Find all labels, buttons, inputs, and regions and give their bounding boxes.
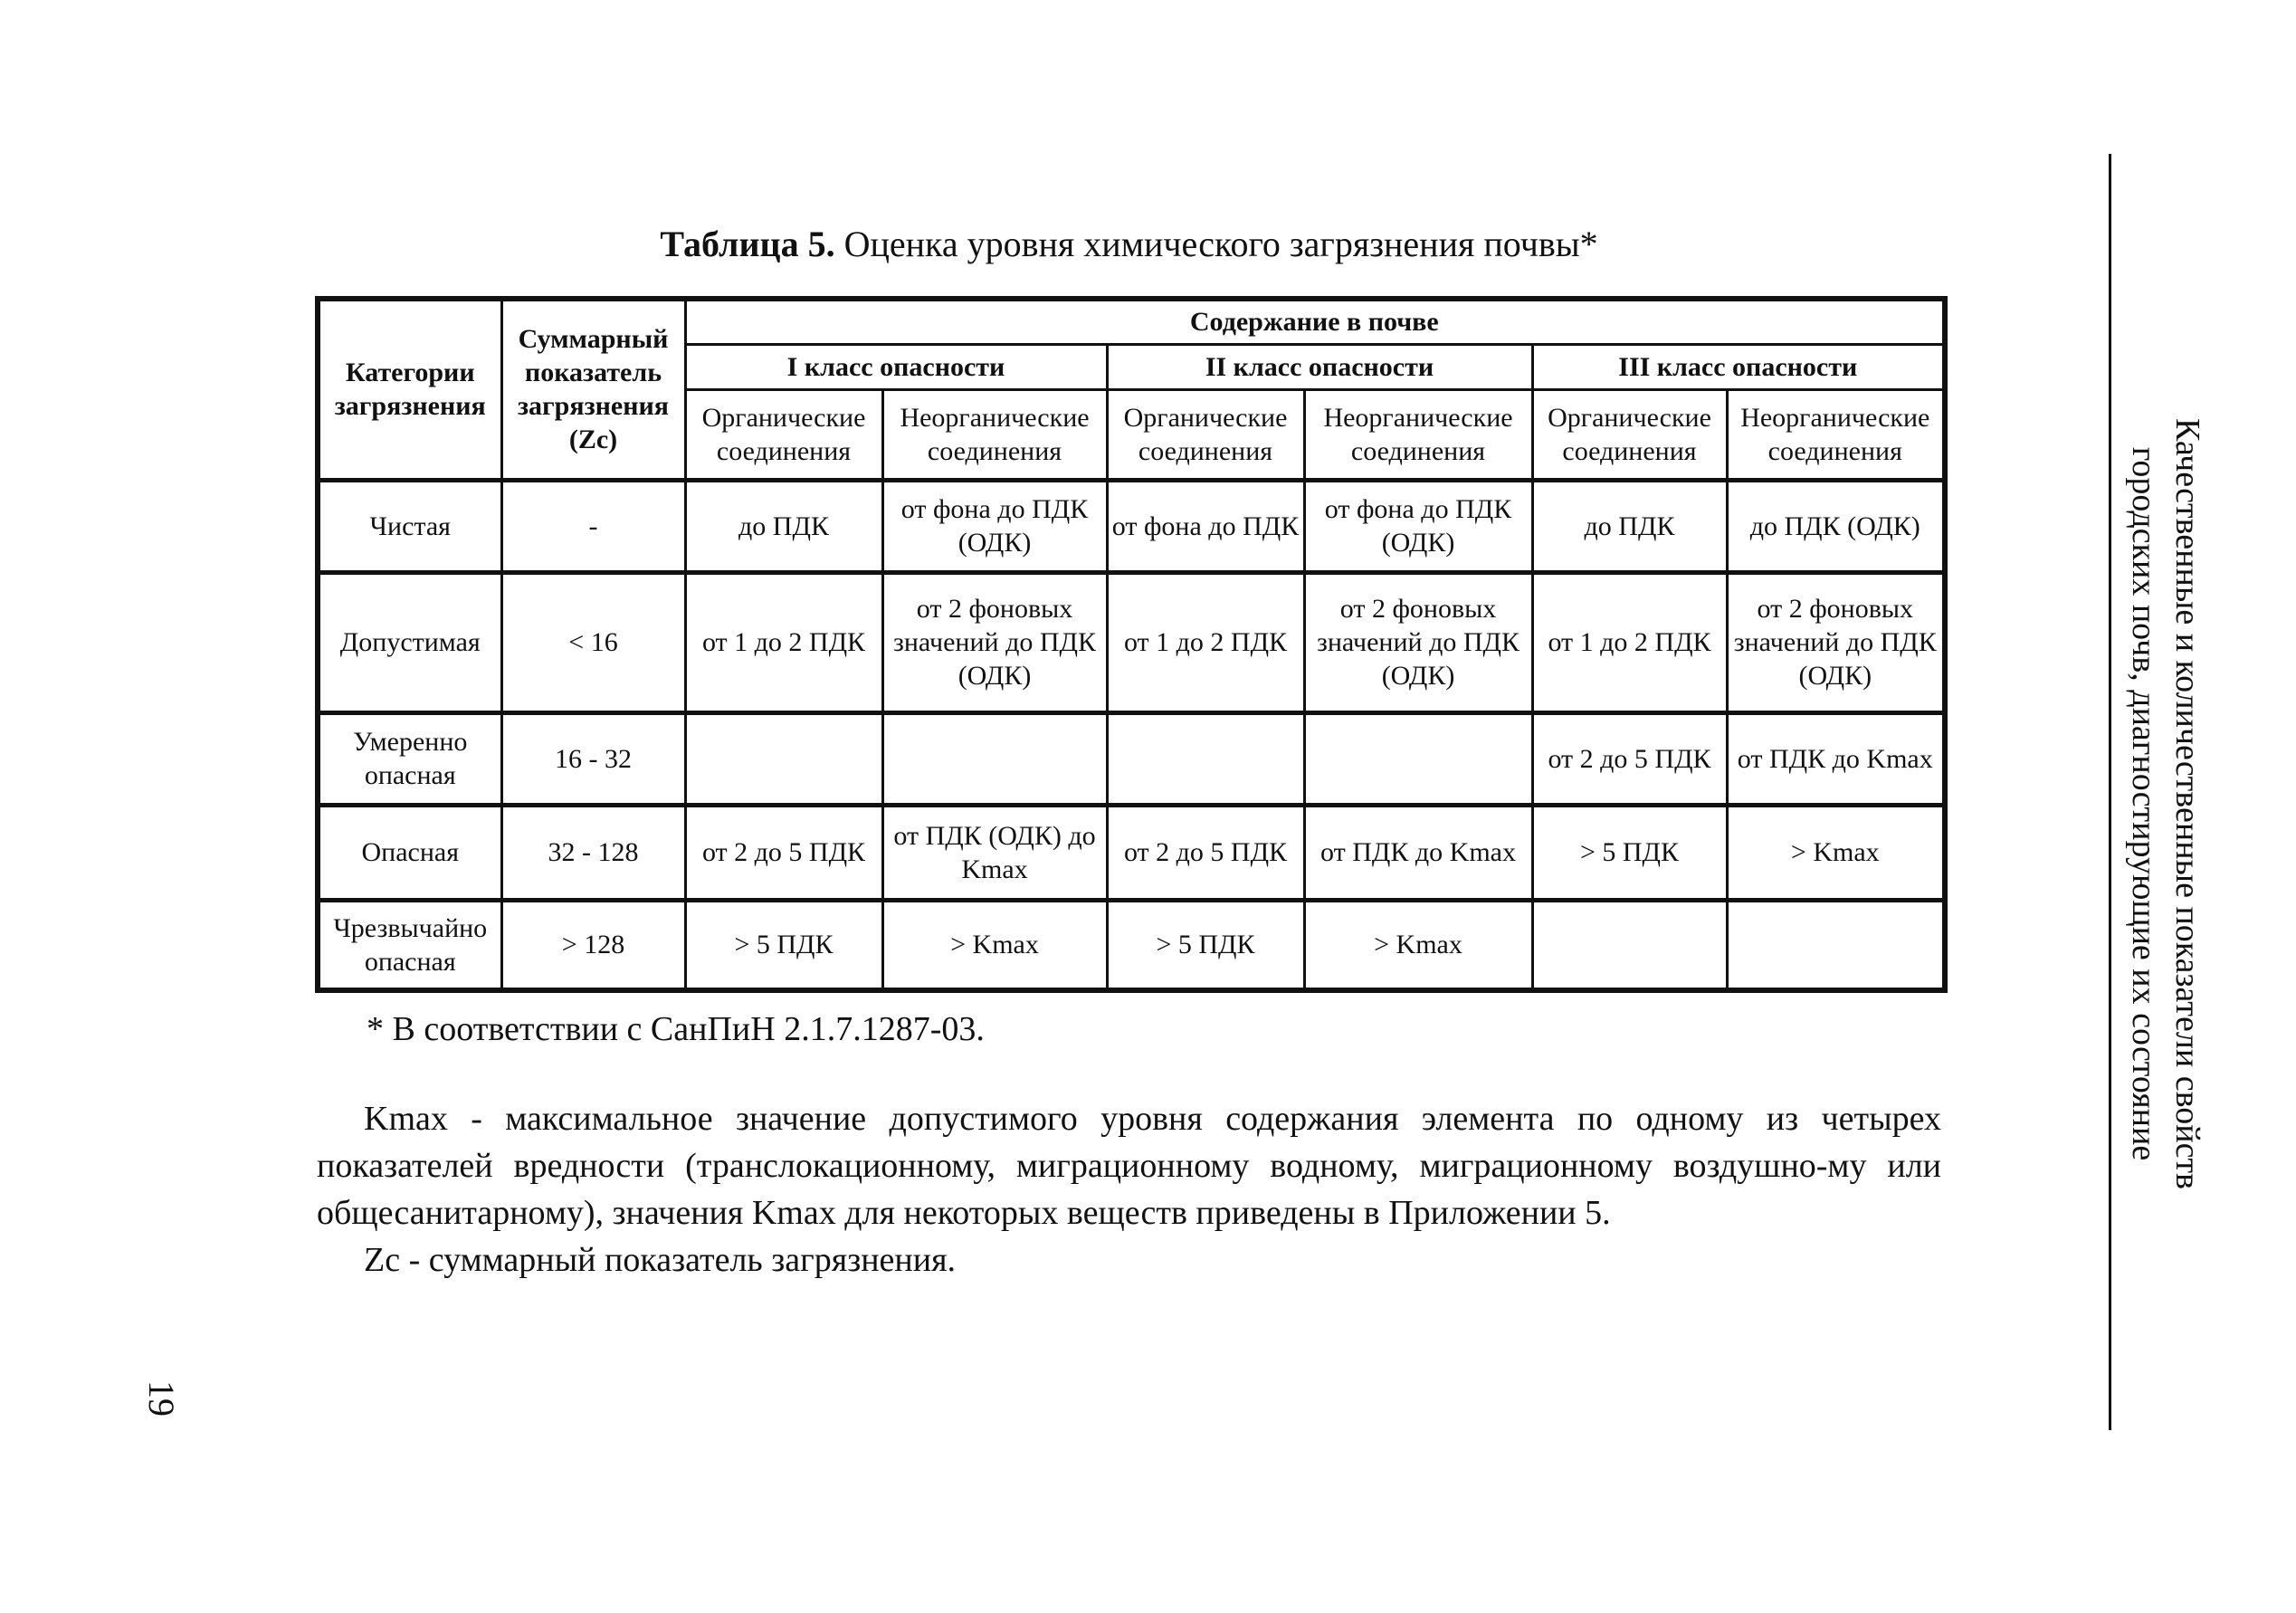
table-cell (882, 712, 1107, 805)
header-organic: Органические соединения (685, 389, 882, 480)
table-cell: > 5 ПДК (685, 900, 882, 990)
table-cell: > Kmax (882, 900, 1107, 990)
row-category: Опасная (318, 805, 501, 900)
pollution-table (315, 296, 1948, 993)
row-category: Чрезвычайно опасная (318, 900, 501, 990)
table-cell: от ПДК до Kmax (1304, 805, 1532, 900)
table-row (318, 712, 1945, 805)
table-cell (1304, 712, 1532, 805)
row-zc: 32 - 128 (501, 805, 685, 900)
header-inorganic: Неорганические соединения (882, 389, 1107, 480)
row-zc: < 16 (501, 572, 685, 712)
footnote: * В соответствии с СанПиН 2.1.7.1287-03. (367, 1010, 985, 1048)
header-inorganic: Неорганические соединения (1727, 389, 1945, 480)
table-cell: до ПДК (ОДК) (1727, 480, 1945, 572)
side-divider (2109, 154, 2111, 1430)
table-cell: от 1 до 2 ПДК (685, 572, 882, 712)
row-zc: 16 - 32 (501, 712, 685, 805)
table-cell: от 2 фоновых значений до ПДК (ОДК) (1727, 572, 1945, 712)
header-class-2: II класс опасности (1107, 344, 1532, 389)
table-cell: от 1 до 2 ПДК (1107, 572, 1304, 712)
header-inorganic: Неорганические соединения (1304, 389, 1532, 480)
zc-definition: Zc - суммарный показатель загрязнения. (364, 1241, 957, 1279)
table-row (318, 900, 1945, 990)
table-caption (317, 222, 1941, 267)
table-cell: до ПДК (685, 480, 882, 572)
table-cell: от 1 до 2 ПДК (1532, 572, 1727, 712)
table-cell: от фона до ПДК (ОДК) (882, 480, 1107, 572)
table-cell (1532, 900, 1727, 990)
header-content: Содержание в почве (685, 299, 1945, 344)
running-title-line-2: городских почв, диагностирующие их состояние (2125, 446, 2163, 1161)
row-category: Допустимая (318, 572, 501, 712)
header-organic: Органические соединения (1107, 389, 1304, 480)
header-category: Категории загрязнения (318, 299, 501, 480)
header-class-1: I класс опасности (685, 344, 1107, 389)
header-organic: Органические соединения (1532, 389, 1727, 480)
row-category: Умеренно опасная (318, 712, 501, 805)
table-cell: от 2 фоновых значений до ПДК (ОДК) (882, 572, 1107, 712)
table-cell: от 2 до 5 ПДК (685, 805, 882, 900)
table-cell: от фона до ПДК (ОДК) (1304, 480, 1532, 572)
running-title (2119, 157, 2209, 1451)
table-cell: от ПДК (ОДК) до Kmax (882, 805, 1107, 900)
table-caption-label: Таблица 5. (660, 224, 835, 264)
table-cell (685, 712, 882, 805)
table-row (318, 480, 1945, 572)
table-cell: от фона до ПДК (1107, 480, 1304, 572)
kmax-definition: Kmax - максимальное значение допустимого уровня содержания элемента по одному из четырех показателей вредности (транслокационному, миграционному водному, миграционному воздушно-му или общесанитарному), значения Kmax для некоторых веществ приведены в Приложении 5. (317, 1100, 1941, 1232)
notes (317, 1095, 1941, 1284)
table-row (318, 805, 1945, 900)
row-category: Чистая (318, 480, 501, 572)
table-cell: от 2 до 5 ПДК (1532, 712, 1727, 805)
table-cell: от ПДК до Kmax (1727, 712, 1945, 805)
header-class-3: III класс опасности (1532, 344, 1945, 389)
table-cell (1107, 712, 1304, 805)
table-cell: > Kmax (1727, 805, 1945, 900)
row-zc: > 128 (501, 900, 685, 990)
table-cell: до ПДК (1532, 480, 1727, 572)
running-title-line-1: Качественные и количественные показатели свойств (2168, 417, 2206, 1189)
page-number: 19 (141, 1380, 182, 1417)
table-cell: от 2 фоновых значений до ПДК (ОДК) (1304, 572, 1532, 712)
table-row (318, 572, 1945, 712)
table-cell (1727, 900, 1945, 990)
table-cell: > 5 ПДК (1532, 805, 1727, 900)
table-cell: > 5 ПДК (1107, 900, 1304, 990)
header-zc: Суммарный показатель загрязнения (Zc) (501, 299, 685, 480)
row-zc: - (501, 480, 685, 572)
table-cell: > Kmax (1304, 900, 1532, 990)
table-caption-title: Оценка уровня химического загрязнения почвы* (843, 224, 1598, 264)
table-cell: от 2 до 5 ПДК (1107, 805, 1304, 900)
